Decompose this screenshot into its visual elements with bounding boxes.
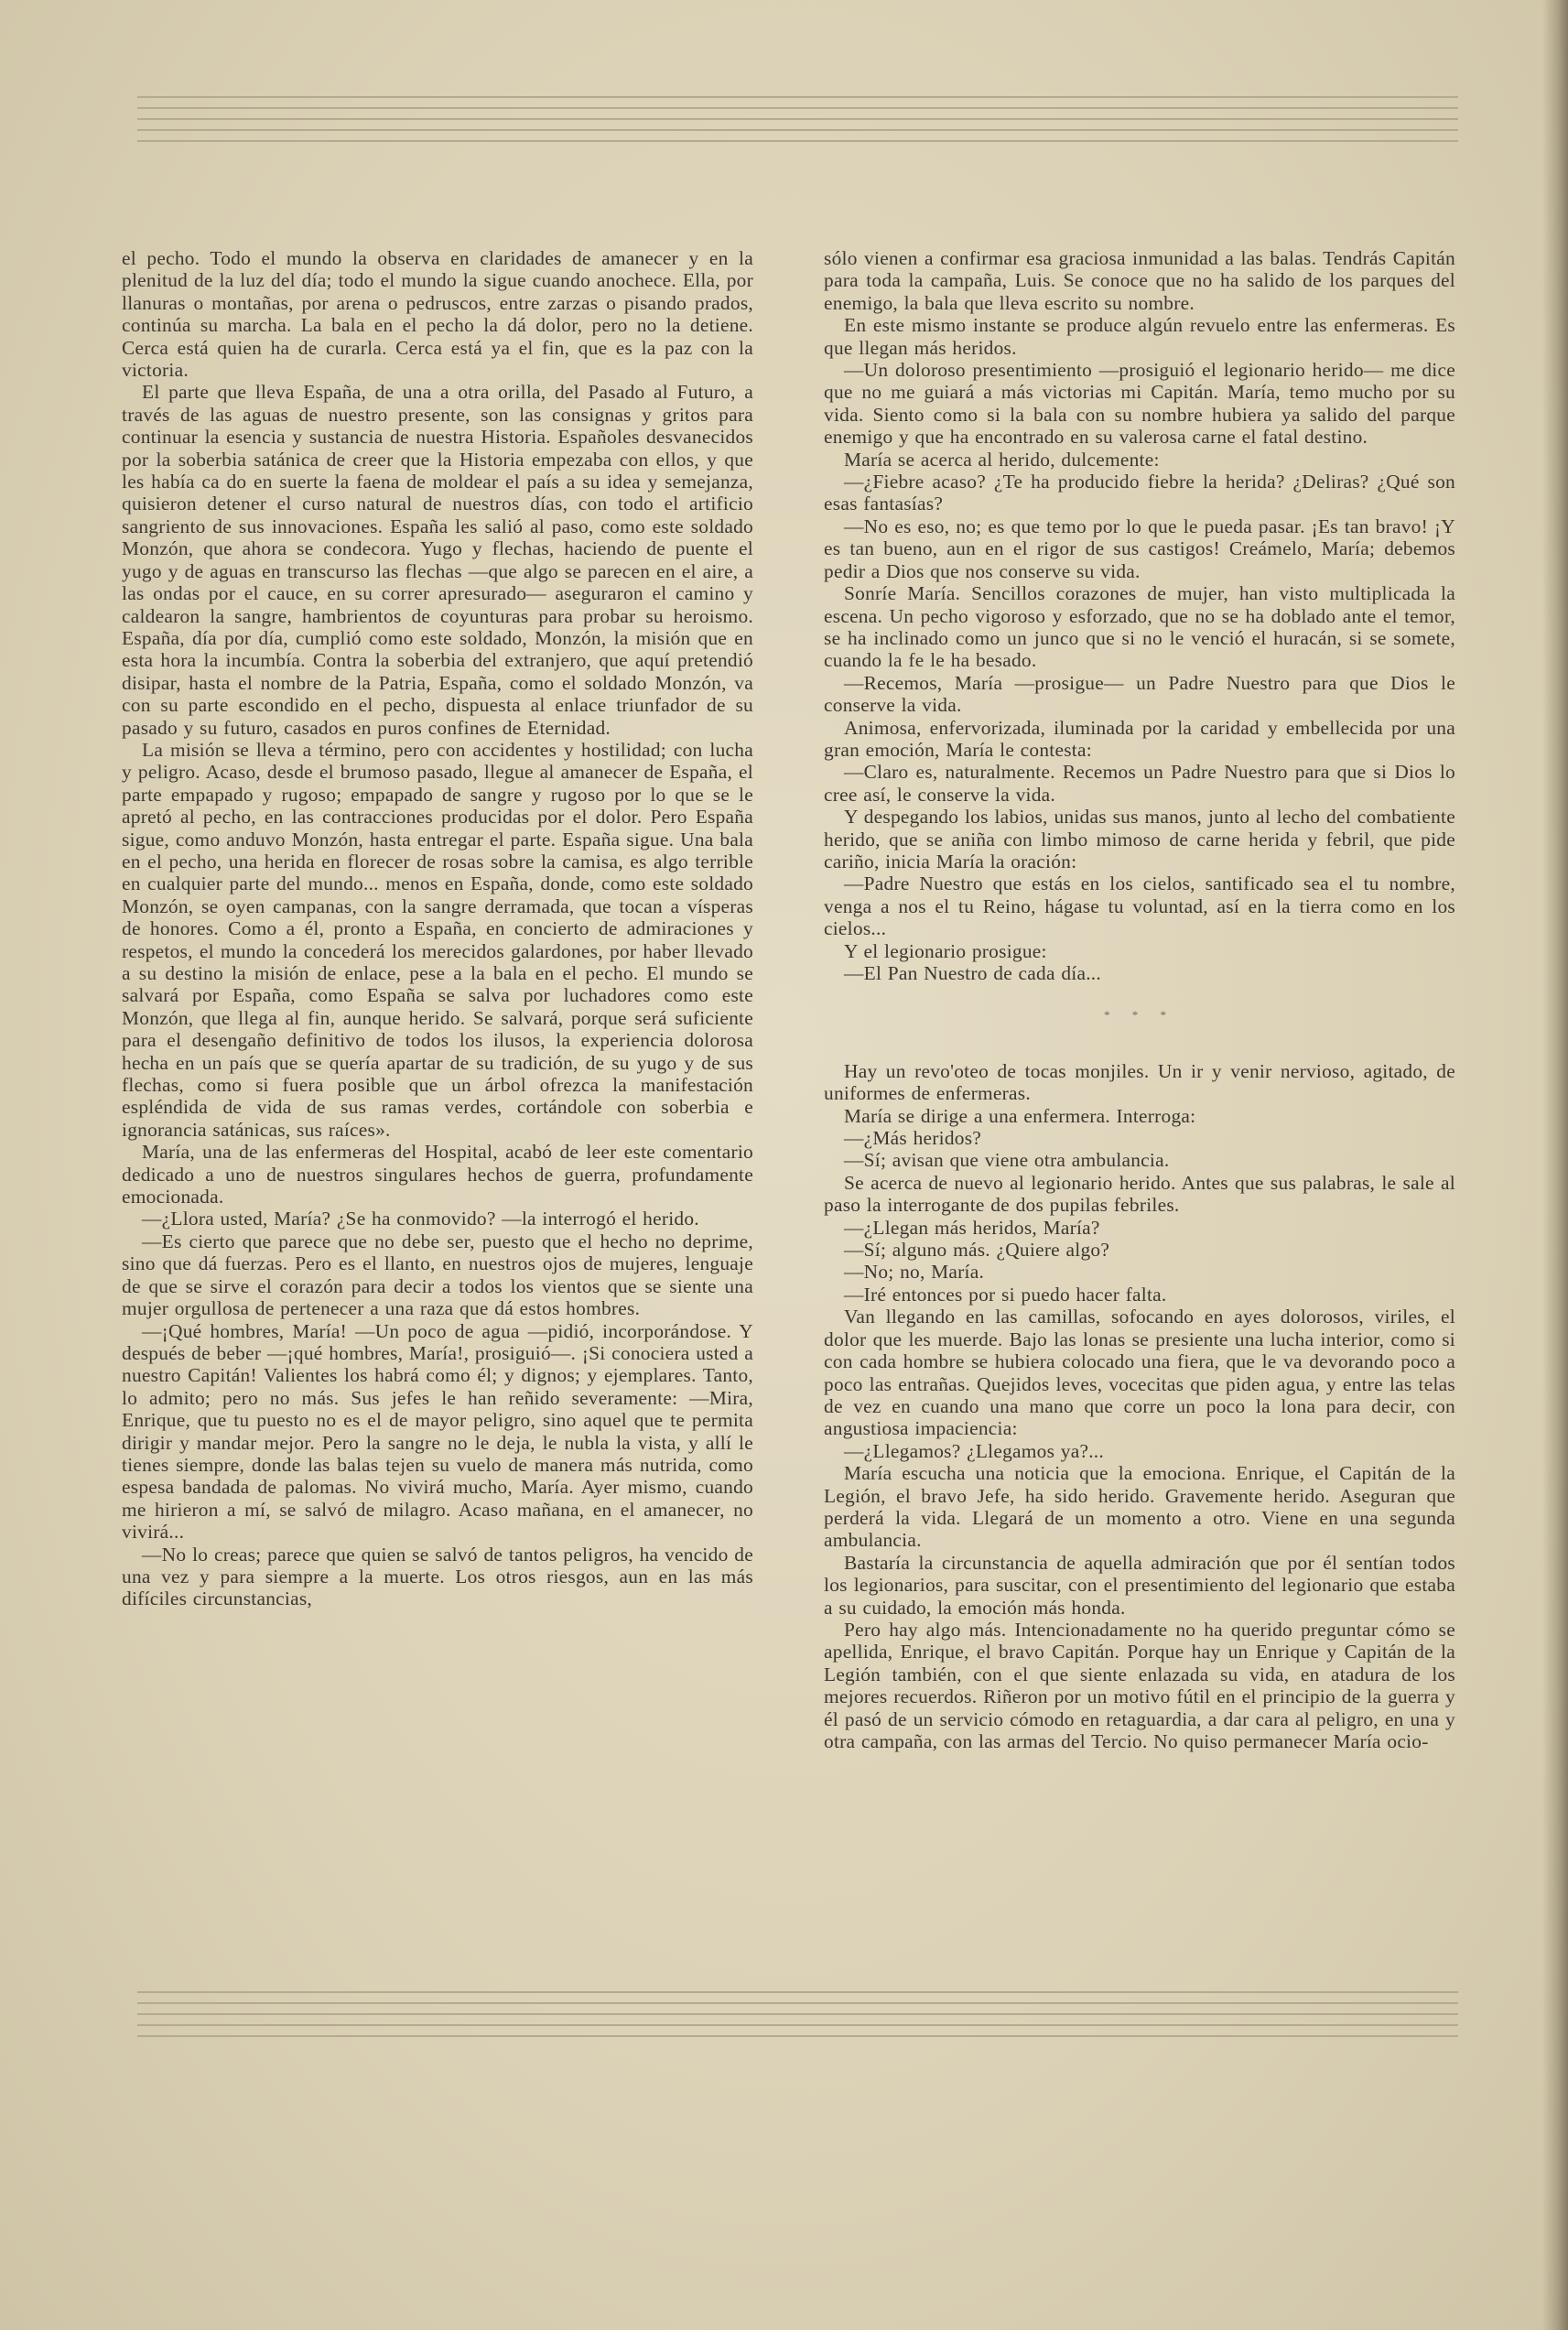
paragraph: Hay un revo'oteo de tocas monjiles. Un ir y venir nervioso, agitado, de uniformes de enfermeras. [824,1059,1455,1105]
rule-line [137,96,1458,98]
top-rule-lines [137,96,1458,151]
paragraph: sólo vienen a confirmar esa graciosa inmunidad a las balas. Tendrás Capitán para toda la campaña, Luis. Se conoce que no ha salido de los parques del enemigo, la bala que lleva escrito su nombre. [824,247,1455,314]
paragraph: —¿Fiebre acaso? ¿Te ha producido fiebre la herida? ¿Deliras? ¿Qué son esas fantasías? [824,471,1455,515]
rule-line [137,1991,1458,1993]
paragraph: —¿Llegan más heridos, María? [844,1216,1100,1239]
page-spine-shadow [1542,0,1568,2330]
paragraph: En este mismo instante se produce algún revuelo entre las enfermeras. Es que llegan más heridos. [824,314,1455,359]
section-separator: * * * [1104,1008,1175,1023]
paragraph: María, una de las enfermeras del Hospital, acabó de leer este comentario dedicado a uno de nuestros singulares hechos de guerra, profundamente emocionada. [122,1141,753,1208]
paragraph: Van llegando en las camillas, sofocando en ayes dolorosos, viriles, el dolor que les muerde. Bajo las lonas se presiente una lucha interior, como si con cada hombre se hubiera colocado una fiera, que le va devorando poco a poco las entrañas. Quejidos leves, vocecitas que piden agua, y entre las telas de vez en cuando una mano que corre un poco la lona para decir, con angustiosa impaciencia: [824,1306,1455,1440]
bottom-rule-lines [137,1991,1458,2046]
rule-line [137,2002,1458,2004]
paragraph: —Recemos, María —prosigue— un Padre Nuestro para que Dios le conserve la vida. [824,671,1455,717]
rule-line [137,2035,1458,2037]
paragraph: —Sí; avisan que viene otra ambulancia. [844,1149,1170,1172]
paragraph: —¿Llegamos? ¿Llegamos ya?... [844,1439,1104,1462]
paragraph: —¿Más heridos? [844,1127,982,1150]
paragraph: Y despegando los labios, unidas sus manos, junto al lecho del combatiente herido, que se aniña con limbo mimoso de carne herida y febril, que pide cariño, inicia María la oración: [824,806,1455,872]
paragraph: —Padre Nuestro que estás en los cielos, santificado sea el tu nombre, venga a nos el tu Reino, hágase tu voluntad, así en la tierra como en los cielos... [824,872,1455,940]
paragraph: el pecho. Todo el mundo la observa en claridades de amanecer y en la plenitud de la luz del día; todo el mundo la sigue cuando anochece. Ella, por llanuras o montañas, por arena o pedruscos, entre zarzas o pisando prados, continúa su marcha. La bala en el pecho la dá dolor, pero no la detiene. Cerca está quien ha de curarla. Cerca está ya el fin, que es la paz con la victoria. [122,247,753,382]
right-column [824,247,1455,1752]
paragraph: El parte que lleva España, de una a otra orilla, del Pasado al Futuro, a través de las aguas de nuestro presente, son las consignas y gritos para continuar la esencia y sustancia de nuestra Historia. Españoles desvanecidos por la soberbia satánica de creer que la Historia empezaba con ellos, y que les había ca do en suerte la faena de moldear el país a su idea y semejanza, quisieron detener el curso natural de nuestros días, con todo el artificio sangriento de sus innovaciones. España les salió al paso, como este soldado Monzón, que ahora se condecora. Yugo y flechas, haciendo de puente el yugo y de aguas en transcurso las flechas —que algo se parecen en el aire, a las ondas por el cauce, en su correr apresurado— aseguraron el camino y caldearon la sangre, hambrientos de coyunturas para probar su heroismo. España, día por día, cumplió como este soldado, Monzón, la misión que en esta hora la incumbía. Contra la soberbia del extranjero, que aquí pretendió disipar, hasta el nombre de la Patria, España, como el soldado Monzón, va con su parte escondido en el pecho, dispuesta al enlace triunfador de su pasado y su futuro, casados en puros confines de Eternidad. [122,381,753,739]
rule-line [137,129,1458,131]
paragraph: —No; no, María. [844,1261,985,1284]
paragraph: —Iré entonces por si puedo hacer falta. [844,1283,1167,1306]
paragraph: María escucha una noticia que la emociona. Enrique, el Capitán de la Legión, el bravo Jefe, ha sido herido. Gravemente herido. Aseguran que perderá la vida. Llegará de un momento a otro. Viene en una segunda ambulancia. [824,1462,1455,1552]
paragraph: —No es eso, no; es que temo por lo que le pueda pasar. ¡Es tan bravo! ¡Y es tan bueno, aun en el rigor de sus castigos! Creámelo, María; debemos pedir a Dios que nos conserve su vida. [824,515,1455,582]
paragraph: —Es cierto que parece que no debe ser, puesto que el hecho no deprime, sino que dá fuerzas. Pero es el llanto, en nuestros ojos de mujeres, lenguaje de que se sirve el corazón para decir a todos los vientos que se siente una mujer orgullosa de pertenecer a una raza que dá estos hombres. [122,1230,753,1320]
paragraph: Sonríe María. Sencillos corazones de mujer, han visto multiplicada la escena. Un pecho vigoroso y esforzado, que no se ha doblado ante el temor, se ha inclinado como un junco que si no le venció el huracán, si se somete, cuando la fe le ha besado. [824,582,1455,672]
paragraph: Y el legionario prosigue: [844,939,1047,962]
paragraph: —Un doloroso presentimiento —prosiguió el legionario herido— me dice que no me guiará a más victorias mi Capitán. María, temo mucho por su vida. Siento como si la bala con su nombre hubiera ya salido del parque enemigo y que ha encontrado en su valerosa carne el fatal destino. [824,359,1455,449]
rule-line [137,2013,1458,2015]
paragraph: María se dirige a una enfermera. Interroga: [844,1104,1196,1127]
paragraph: Se acerca de nuevo al legionario herido. Antes que sus palabras, le sale al paso la interrogante de dos pupilas febriles. [824,1171,1455,1217]
rule-line [137,2024,1458,2026]
rule-line [137,118,1458,120]
paragraph: —¿Llora usted, María? ¿Se ha conmovido? —la interrogó el herido. [142,1208,699,1230]
paragraph: La misión se lleva a término, pero con accidentes y hostilidad; con lucha y peligro. Acaso, desde el brumoso pasado, llegue al amanecer de España, el parte empapado y rugoso; empapado de sangre y rugoso por lo que se le apretó al pecho, en las contracciones producidas por el dolor. Pero España sigue, como anduvo Monzón, hasta entregar el parte. España sigue. Una bala en el pecho, una herida en florecer de rosas sobre la camisa, es algo terrible en cualquier parte del mundo... menos en España, donde, como este soldado Monzón, se oyen campanas, con la sangre derramada, que tocan a vísperas de honores. Como a él, pronto a España, en concierto de admiraciones y respetos, el mundo la concederá los merecidos galardones, por haber llevado a su destino la misión de enlace, pese a la bala en el pecho. El mundo se salvará por España, como España se salva por luchadores como este Monzón, que llega al fin, aunque herido. Se salvará, porque será suficiente para el desengaño definitivo de todos los ilusos, la experiencia dolorosa hecha en un país que se quería apartar de su tradición, de su yugo y de sus flechas, como si fuera posible que un árbol ofrezca la manifestación espléndida de vida de sus ramas verdes, cortándole con soberbia e ignorancia satánicas, sus raíces». [122,738,753,1141]
paragraph: Bastaría la circunstancia de aquella admiración que por él sentían todos los legionarios, para suscitar, con el presentimiento del legionario que estaba a su cuidado, la emoción más honda. [824,1551,1455,1619]
rule-line [137,107,1458,109]
left-column [122,247,753,1610]
paragraph: Pero hay algo más. Intencionadamente no ha querido preguntar cómo se apellida, Enrique, el bravo Capitán. Porque hay un Enrique y Capitán de la Legión también, con el que siente enlazada su vida, en atadura de los mejores recuerdos. Riñeron por un motivo fútil en el principio de la guerra y él pasó de un servicio cómodo en retaguardia, a dar cara al peligro, en una y otra campaña, con las armas del Tercio. No quiso permanecer María ocio- [824,1618,1455,1752]
paragraph: —Sí; alguno más. ¿Quiere algo? [844,1239,1110,1262]
paragraph: —El Pan Nuestro de cada día... [844,962,1101,984]
paragraph: —No lo creas; parece que quien se salvó de tantos peligros, ha vencido de una vez y para siempre a la muerte. Los otros riesgos, aun en las más difíciles circunstancias, [122,1543,753,1610]
rule-line [137,140,1458,142]
paragraph: —¡Qué hombres, María! —Un poco de agua —pidió, incorporándose. Y después de beber —¡qué hombres, María!, prosiguió—. ¡Si conociera usted a nuestro Capitán! Valientes los habrá como él; y dignos; y ejemplares. Tanto, lo admito; pero no más. Sus jefes le han reñido severamente: —Mira, Enrique, que tu puesto no es el de mayor peligro, sino aquel que te permita dirigir y mandar mejor. Pero la sangre no le deja, le nubla la vista, y allí le tienes siempre, donde las balas tejen su vuelo de manera más nutrida, como espesa bandada de palomas. No vivirá mucho, María. Ayer mismo, cuando me hirieron a mí, se salvó de milagro. Acaso mañana, en el amanecer, no vivirá... [122,1319,753,1544]
paragraph: —Claro es, naturalmente. Recemos un Padre Nuestro para que si Dios lo cree así, le conserve la vida. [824,761,1455,806]
paragraph: María se acerca al herido, dulcemente: [844,448,1160,471]
paragraph: Animosa, enfervorizada, iluminada por la caridad y embellecida por una gran emoción, María le contesta: [824,716,1455,761]
